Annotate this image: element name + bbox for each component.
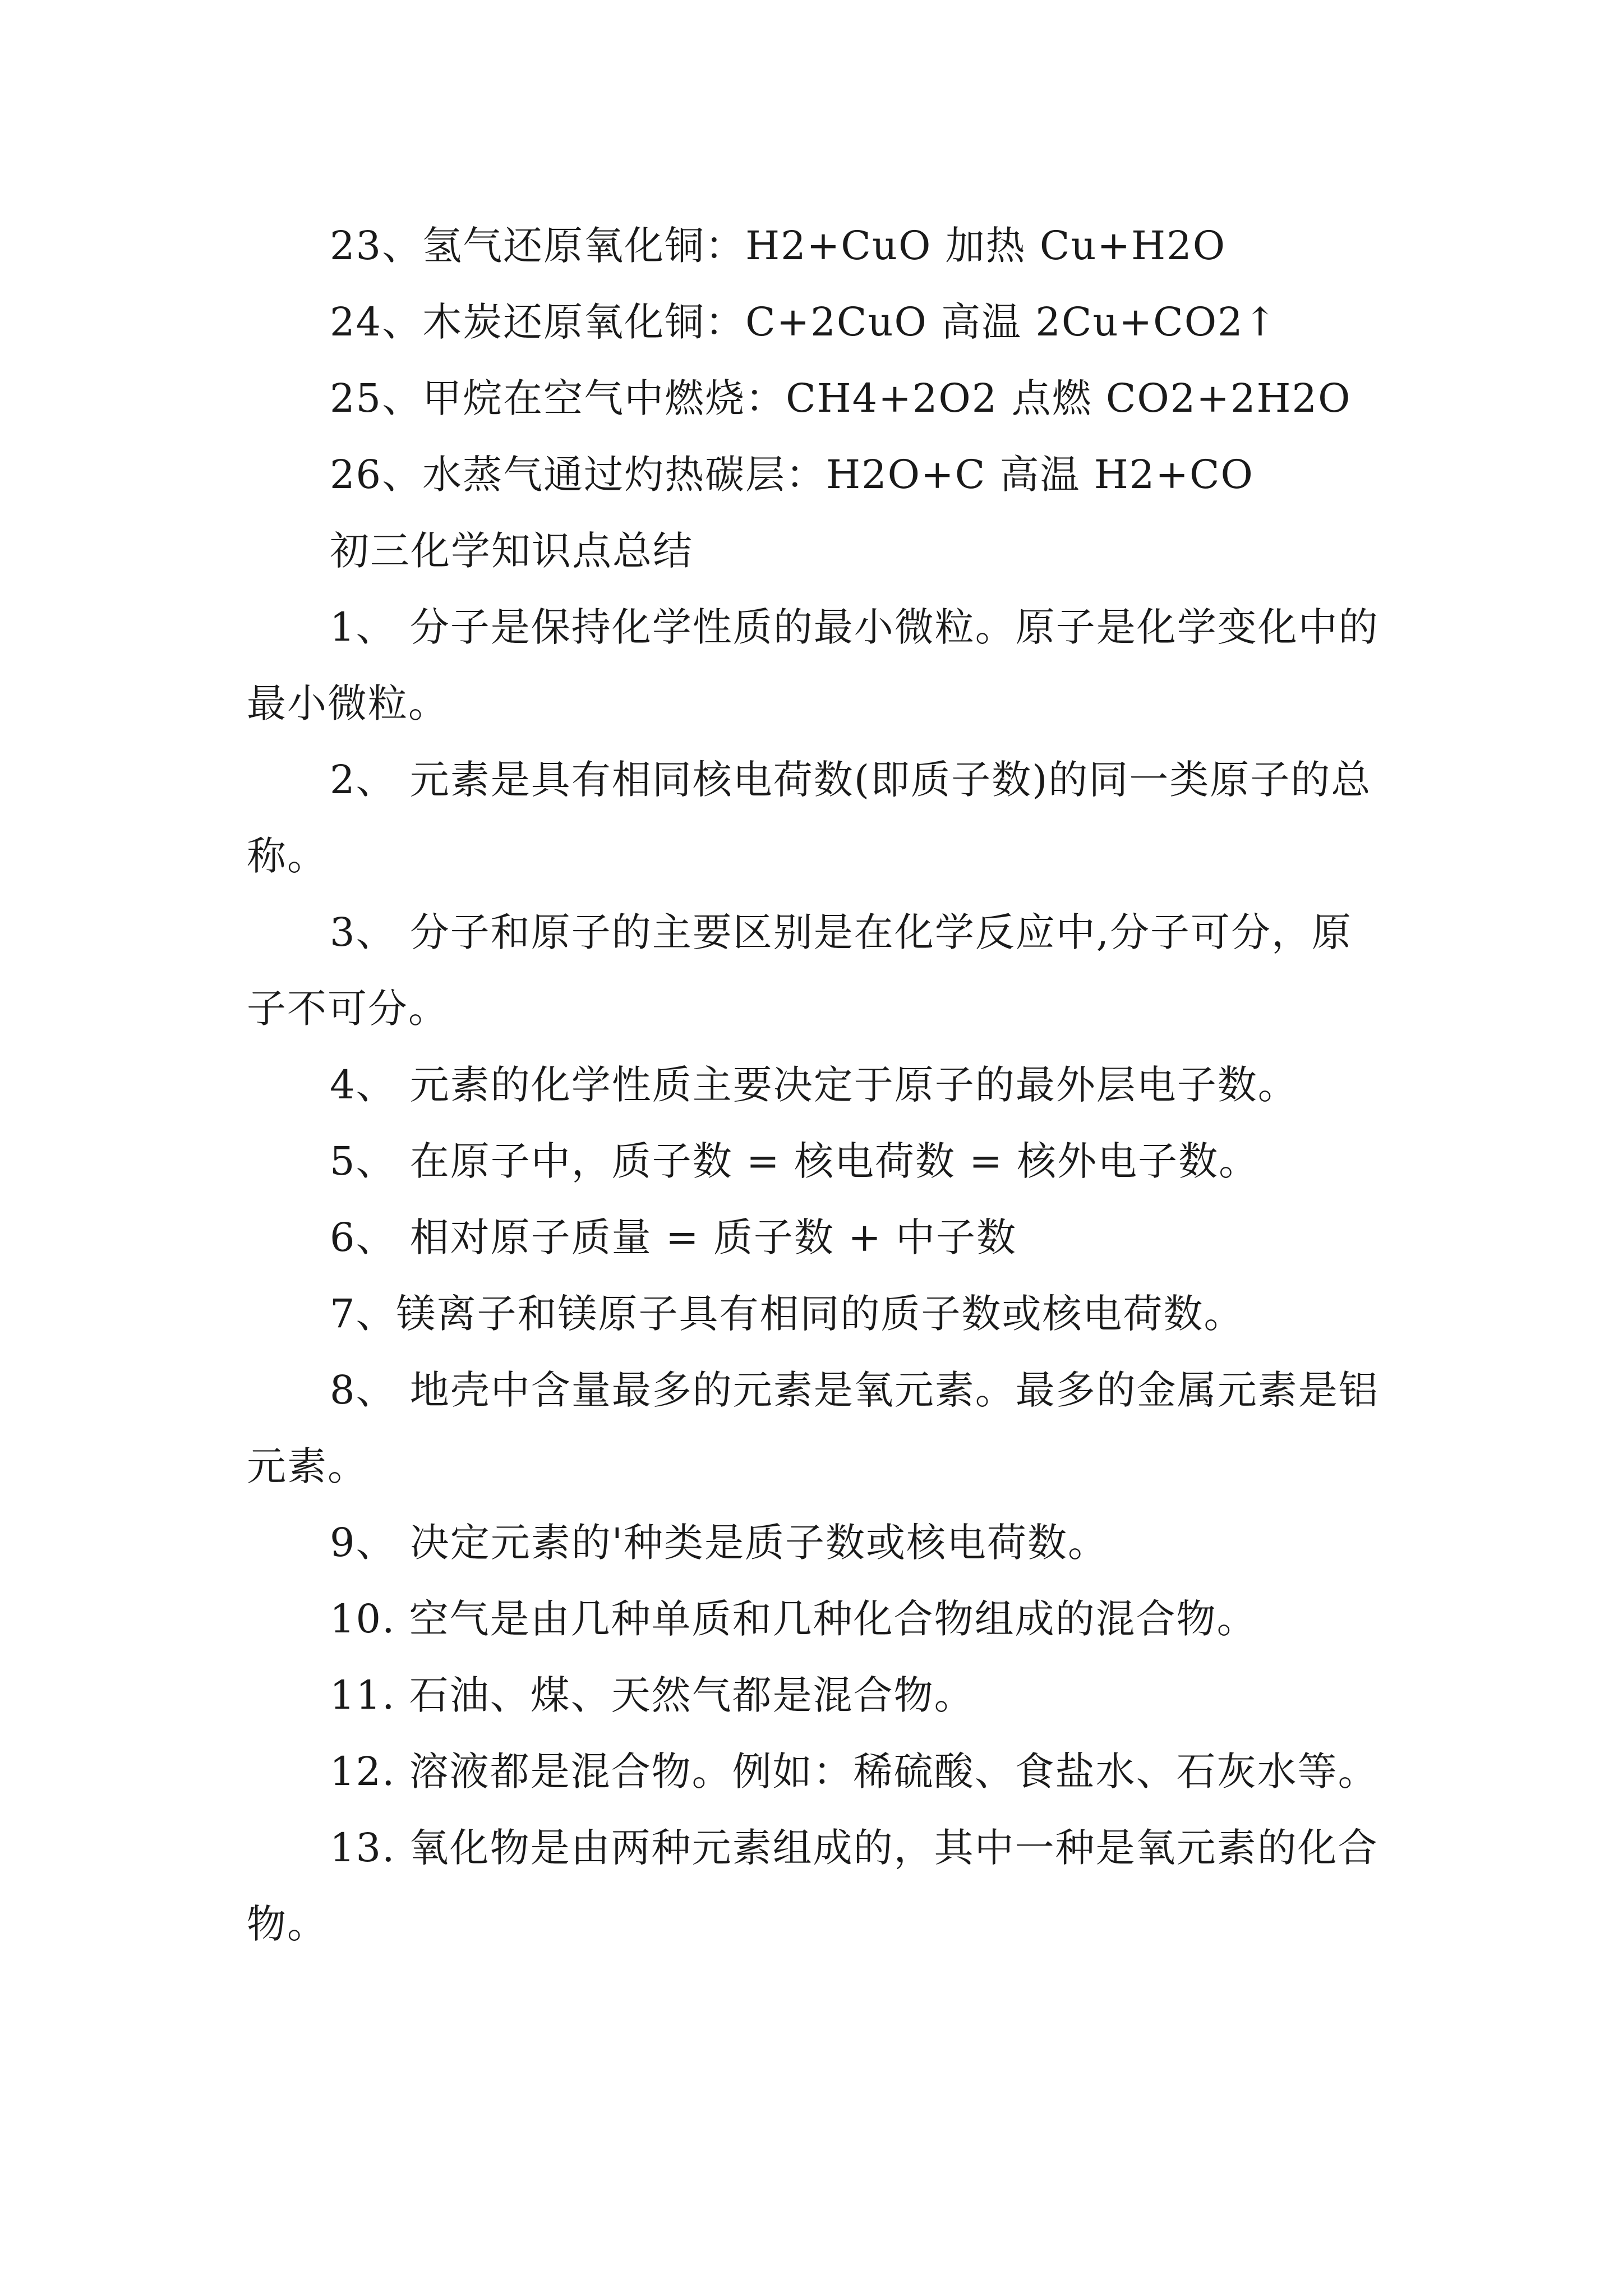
document-body [247,208,1380,1962]
knowledge-point: 5、 在原子中，质子数 = 核电荷数 = 核外电子数。 [330,1138,1260,1184]
equation-line: 24、木炭还原氧化铜：C+2CuO 高温 2Cu+CO2↑ [330,299,1278,345]
knowledge-point: 12. 溶液都是混合物。例如：稀硫酸、食盐水、石灰水等。 [330,1749,1378,1795]
knowledge-point: 10. 空气是由几种单质和几种化合物组成的混合物。 [330,1596,1257,1642]
knowledge-point: 2、 元素是具有相同核电荷数(即质子数)的同一类原子的总称。 [247,757,1372,879]
section-title: 初三化学知识点总结 [330,528,693,574]
knowledge-point: 13. 氧化物是由两种元素组成的，其中一种是氧元素的化合物。 [247,1825,1378,1947]
knowledge-point: 8、 地壳中含量最多的元素是氧元素。最多的金属元素是铝元素。 [247,1367,1379,1489]
knowledge-point: 1、 分子是保持化学性质的最小微粒。原子是化学变化中的最小微粒。 [247,604,1379,726]
knowledge-point: 4、 元素的化学性质主要决定于原子的最外层电子数。 [330,1062,1298,1108]
equation-line: 26、水蒸气通过灼热碳层：H2O+C 高温 H2+CO [330,452,1254,498]
equation-line: 25、甲烷在空气中燃烧：CH4+2O2 点燃 CO2+2H2O [330,375,1352,421]
knowledge-point: 7、镁离子和镁原子具有相同的质子数或核电荷数。 [330,1291,1244,1337]
equation-line: 23、氢气还原氧化铜：H2+CuO 加热 Cu+H2O [330,223,1227,269]
knowledge-point: 6、 相对原子质量 = 质子数 + 中子数 [330,1214,1017,1260]
knowledge-point: 3、 分子和原子的主要区别是在化学反应中,分子可分，原子不可分。 [247,909,1353,1032]
knowledge-point: 11. 石油、煤、天然气都是混合物。 [330,1672,975,1718]
knowledge-point: 9、 决定元素的'种类是质子数或核电荷数。 [330,1520,1109,1566]
